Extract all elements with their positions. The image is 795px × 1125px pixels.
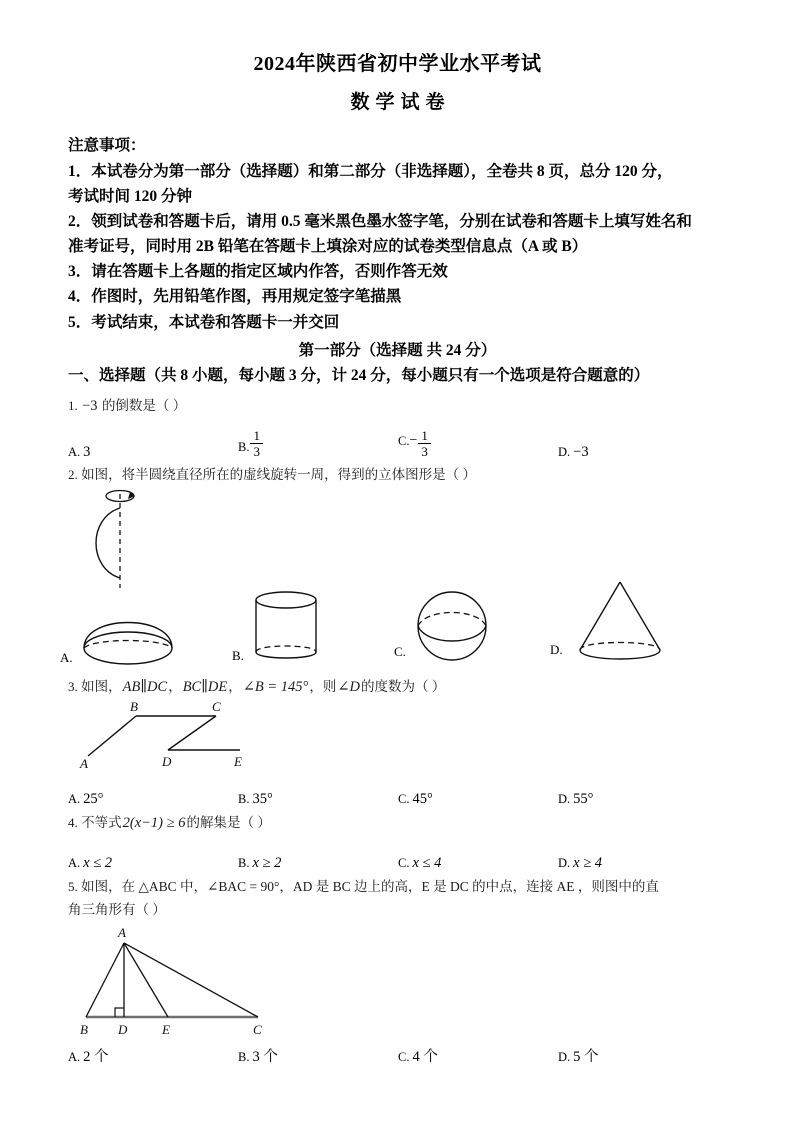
option-d-label: D. [558, 1050, 571, 1065]
question-3-options [68, 778, 749, 806]
option-d[interactable] [558, 445, 589, 460]
fraction-numerator: 1 [418, 429, 431, 445]
option-b[interactable] [238, 1050, 278, 1065]
option-b[interactable] [232, 584, 358, 675]
option-b-label: B. [238, 791, 250, 806]
question-4 [0, 812, 795, 870]
page-subtitle: 数学试卷 [350, 92, 451, 113]
option-a-label: A. [68, 791, 81, 806]
option-a[interactable] [68, 445, 90, 460]
question-3-text-4: ， [228, 678, 242, 694]
option-b[interactable] [238, 792, 273, 807]
svg-text:C: C [253, 1021, 262, 1037]
svg-text:C: C [212, 699, 221, 715]
option-a-value: 2 个 [83, 1049, 109, 1066]
notice-item: 5．考试结束，本试卷和答题卡一并交回 [68, 313, 340, 331]
question-1-stem [68, 395, 749, 417]
question-1-number: 1. [68, 397, 78, 413]
svg-text:B: B [80, 1021, 88, 1037]
question-4-math: 2(x−1) ≥ 6 [122, 815, 186, 832]
notice-item: 准考证号，同时用 2B 铅笔在答题卡上填涂对应的试卷类型信息点（A 或 B） [68, 238, 588, 256]
question-3-text-6: ，则 [309, 678, 337, 694]
option-c-value: 45° [412, 790, 433, 807]
question-3-math-bc-de: BC∥DE [182, 678, 228, 695]
question-4-text-pre: 不等式 [81, 815, 122, 831]
option-b-label: B. [232, 647, 244, 663]
svg-text:A: A [80, 756, 88, 771]
question-3-math-ab-dc: AB∥DC [122, 678, 168, 695]
question-5-text-1: 如图，在 △ABC 中，∠BAC = 90°，AD 是 BC 边上的高，E 是 DC 的中点，连接 AE ，则图中的直 [81, 878, 659, 894]
question-5-stem-line-2: 角三角形有（ ） [68, 901, 166, 917]
question-3-number: 3. [68, 678, 78, 694]
option-b[interactable] [238, 856, 281, 871]
option-a-value: 3 [83, 443, 91, 460]
option-d[interactable] [558, 792, 593, 807]
right-triangle-figure [68, 921, 749, 1039]
question-2-options [60, 592, 749, 670]
question-3-text-8: 的度数为（ ） [360, 678, 446, 694]
svg-text:D: D [162, 754, 172, 770]
option-d-value: 5 个 [573, 1049, 599, 1066]
question-3-stem [68, 676, 749, 698]
option-d[interactable] [550, 572, 688, 677]
option-c[interactable] [394, 580, 518, 677]
notice-item: 4．作图时，先用铅笔作图，再用规定签字笔描黑 [68, 288, 402, 306]
question-2 [0, 465, 795, 670]
option-c-label: C. [398, 1050, 410, 1065]
option-d-label: D. [558, 856, 571, 871]
option-c[interactable] [398, 1050, 438, 1065]
svg-text:E: E [162, 1021, 170, 1037]
question-4-stem [68, 812, 749, 834]
option-d-label: D. [550, 641, 563, 657]
option-a[interactable] [60, 592, 198, 673]
notice-item: 考试时间 120 分钟 [68, 187, 193, 205]
fraction-sign: − [409, 433, 418, 449]
option-a[interactable] [68, 1050, 109, 1065]
svg-text:E: E [234, 754, 242, 770]
question-5-options [68, 1041, 749, 1065]
question-3 [0, 676, 795, 806]
option-d[interactable] [558, 856, 602, 871]
question-5-stem-line-1 [68, 877, 749, 898]
option-c-label: C. [398, 433, 410, 448]
svg-text:A: A [118, 924, 126, 940]
question-5 [0, 877, 795, 1065]
option-d-value: 55° [573, 790, 594, 807]
question-1-math: −3 [82, 397, 98, 414]
question-4-number: 4. [68, 815, 78, 831]
question-2-number: 2. [68, 467, 78, 482]
option-b-value: 35° [252, 790, 273, 807]
notice-section [0, 115, 795, 335]
question-3-math-angle-b: ∠B = 145° [242, 678, 309, 695]
svg-text:D: D [118, 1021, 128, 1037]
option-a-label: A. [68, 1050, 81, 1065]
option-d-value: x ≥ 4 [573, 855, 603, 872]
svg-text:B: B [130, 699, 138, 715]
option-d-value: −3 [573, 443, 589, 460]
option-b[interactable] [238, 429, 264, 459]
question-1 [0, 395, 795, 459]
question-5-number: 5. [68, 878, 78, 894]
option-a-label: A. [60, 649, 73, 665]
fraction-numerator: 1 [250, 429, 263, 445]
option-d[interactable] [558, 1050, 599, 1065]
question-3-text-2: ， [168, 678, 182, 694]
part-one-title: 第一部分（选择题 共 24 分） [298, 341, 497, 359]
question-3-text-0: 如图， [81, 678, 122, 694]
option-a-label: A. [68, 444, 81, 459]
option-a-value: 25° [83, 790, 104, 807]
option-c-label: C. [394, 643, 406, 659]
option-c-label: C. [398, 856, 410, 871]
question-2-stem [68, 465, 749, 486]
option-b-value: 3 个 [252, 1049, 278, 1066]
fraction-denominator: 3 [253, 444, 260, 460]
option-b-label: B. [238, 856, 250, 871]
option-c-fraction [409, 429, 431, 459]
notice-heading: 注意事项： [68, 136, 146, 154]
option-b-fraction [250, 429, 263, 459]
question-4-options [68, 843, 749, 871]
option-a[interactable] [68, 856, 112, 871]
section-heading-choice: 一、选择题（共 8 小题，每小题 3 分，计 24 分，每小题只有一个选项是符合题意的） [68, 367, 650, 385]
option-c[interactable] [398, 429, 432, 459]
option-c[interactable] [398, 856, 441, 871]
option-a[interactable] [68, 792, 103, 807]
question-1-options [68, 425, 749, 459]
option-d-label: D. [558, 444, 571, 459]
question-1-text: 的倒数是（ ） [101, 397, 187, 413]
option-a-value: x ≤ 2 [83, 855, 113, 872]
option-a-label: A. [68, 856, 81, 871]
question-2-text: 如图，将半圆绕直径所在的虚线旋转一周，得到的立体图形是（ ） [81, 467, 476, 482]
z-shape-figure [68, 698, 749, 770]
option-c-value: 4 个 [412, 1049, 438, 1066]
page-title: 2024年陕西省初中学业水平考试 [253, 53, 542, 75]
option-c-label: C. [398, 791, 410, 806]
fraction-denominator: 3 [421, 444, 428, 460]
question-3-math-angle-d: ∠D [337, 678, 360, 695]
notice-item: 2．领到试卷和答题卡后，请用 0.5 毫米黑色墨水签字笔，分别在试卷和答题卡上填写姓名和 [68, 213, 692, 231]
option-b-value: x ≥ 2 [252, 855, 282, 872]
option-b-label: B. [238, 1050, 250, 1065]
option-c[interactable] [398, 792, 433, 807]
option-c-value: x ≤ 4 [412, 855, 442, 872]
notice-item: 1．本试卷分为第一部分（选择题）和第二部分（非选择题），全卷共 8 页，总分 120 分， [68, 162, 673, 180]
option-d-label: D. [558, 791, 571, 806]
option-b-label: B. [238, 439, 250, 454]
question-4-text-post: 的解集是（ ） [186, 815, 271, 831]
notice-item: 3．请在答题卡上各题的指定区域内作答，否则作答无效 [68, 263, 448, 281]
